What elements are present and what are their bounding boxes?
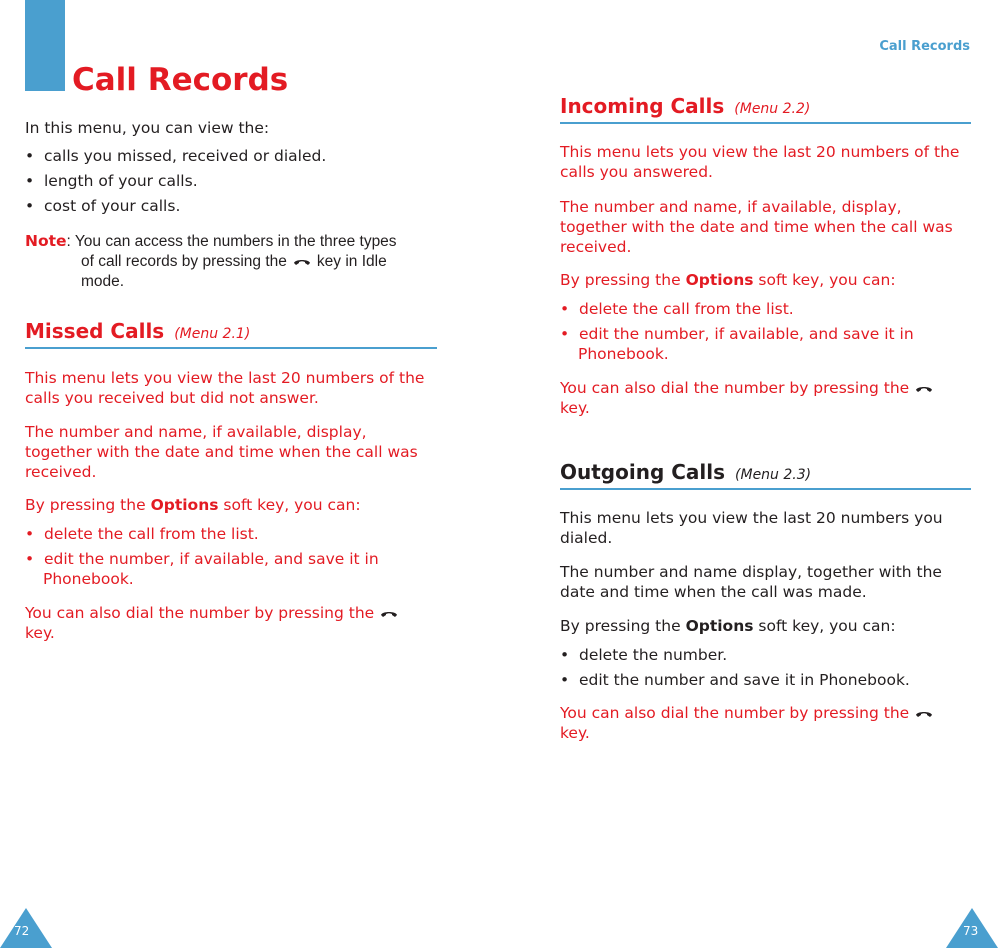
section-rule: [560, 488, 971, 490]
note-label: Note: [25, 232, 67, 250]
missed-dial-text: You can also dial the number by pressing the key.: [25, 603, 437, 643]
page-number: 73: [963, 924, 979, 938]
menu-number: (Menu 2.2): [734, 101, 811, 117]
intro-bullet: • length of your calls.: [25, 172, 198, 190]
missed-paragraph: The number and name, if available, display, together with the date and time when the call was received.: [25, 423, 418, 481]
note-text: key in Idle: [316, 253, 387, 270]
outgoing-paragraph: This menu lets you view the last 20 numbers you dialed.: [560, 509, 943, 547]
send-key-icon: [915, 709, 933, 719]
section-rule: [560, 122, 971, 124]
section-rule: [25, 347, 437, 349]
section-heading-missed: Missed Calls (Menu 2.1): [25, 319, 251, 343]
note-block: [25, 231, 445, 292]
page-number: 72: [14, 924, 30, 938]
incoming-dial-text: You can also dial the number by pressing the key.: [560, 378, 971, 418]
outgoing-bullet: • delete the number.: [560, 646, 728, 664]
outgoing-options-text: By pressing the Options soft key, you can:: [560, 617, 896, 635]
section-heading-incoming: Incoming Calls (Menu 2.2): [560, 94, 811, 118]
missed-options-text: By pressing the Options soft key, you can:: [25, 496, 361, 514]
intro-bullet: • cost of your calls.: [25, 197, 181, 215]
outgoing-dial-text: You can also dial the number by pressing the key.: [560, 703, 971, 743]
incoming-paragraph: The number and name, if available, display, together with the date and time when the call was received.: [560, 198, 953, 256]
incoming-bullet: • delete the call from the list.: [560, 300, 794, 318]
chapter-title: Call Records: [72, 62, 289, 98]
note-text: : You can access the numbers in the three types: [66, 233, 397, 250]
send-key-icon: [380, 609, 398, 619]
chapter-tab-bar: [25, 0, 65, 91]
send-key-icon: [293, 257, 311, 267]
incoming-bullet: • edit the number, if available, and save it in Phonebook.: [560, 325, 914, 363]
running-head: Call Records: [879, 39, 970, 54]
missed-bullet: • delete the call from the list.: [25, 525, 259, 543]
incoming-options-text: By pressing the Options soft key, you can:: [560, 271, 896, 289]
outgoing-paragraph: The number and name display, together with the date and time when the call was made.: [560, 563, 942, 601]
missed-paragraph: This menu lets you view the last 20 numbers of the calls you received but did not answer.: [25, 369, 425, 407]
note-text: of call records by pressing the: [81, 253, 287, 270]
outgoing-bullet: • edit the number and save it in Phonebook.: [560, 671, 910, 689]
menu-number: (Menu 2.1): [174, 326, 251, 342]
menu-number: (Menu 2.3): [735, 467, 812, 483]
intro-bullet: • calls you missed, received or dialed.: [25, 147, 327, 165]
missed-bullet: • edit the number, if available, and save it in Phonebook.: [25, 550, 379, 588]
note-text: mode.: [81, 273, 125, 290]
intro-text: In this menu, you can view the:: [25, 119, 270, 137]
incoming-paragraph: This menu lets you view the last 20 numbers of the calls you answered.: [560, 143, 960, 181]
send-key-icon: [915, 384, 933, 394]
section-heading-outgoing: Outgoing Calls (Menu 2.3): [560, 460, 812, 484]
